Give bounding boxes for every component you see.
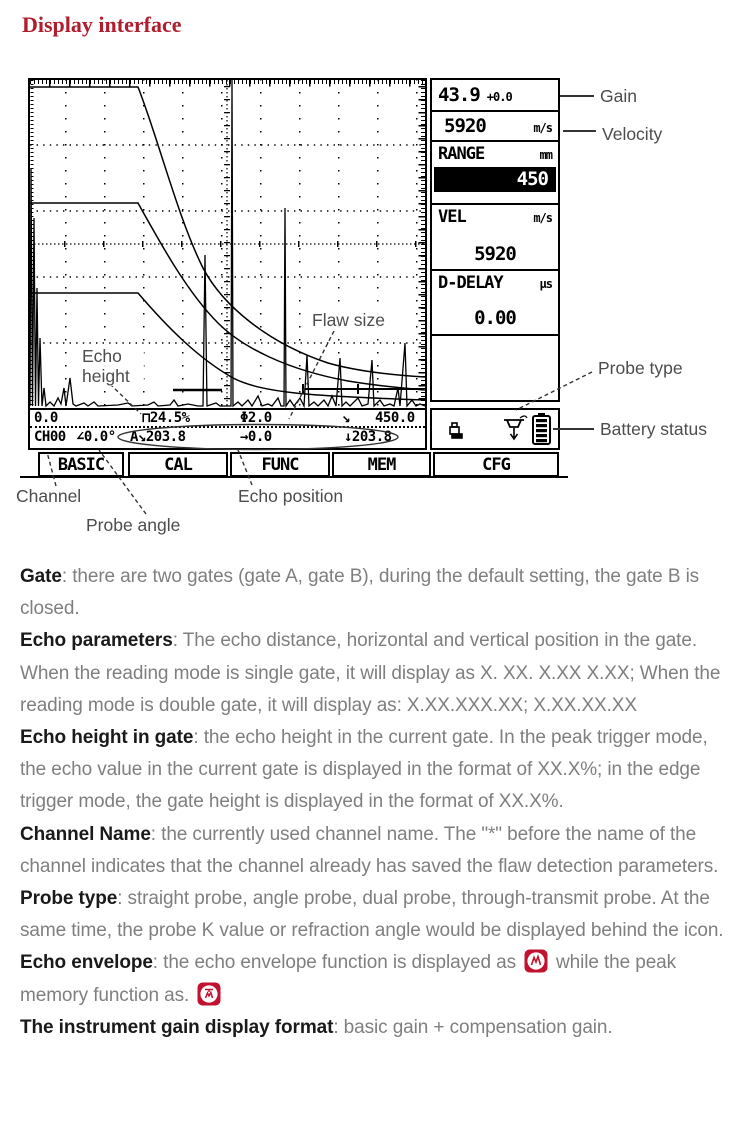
echo-distance-value: A↘203.8: [130, 429, 186, 445]
paragraph: The instrument gain display format: basic gain + compensation gain.: [20, 1016, 613, 1038]
range-unit: mm: [539, 148, 552, 162]
flaw-size-value: Φ2.0: [240, 410, 272, 426]
menu-tab-basic: BASIC: [38, 452, 124, 477]
echo-horizontal-value: →0.0: [240, 429, 272, 445]
body-text: [20, 561, 734, 1044]
menu-tab-func: FUNC: [230, 452, 330, 477]
callout-flaw-size: Flaw size: [312, 310, 385, 330]
straight-probe-icon: [504, 416, 527, 439]
status-strip: [28, 410, 427, 450]
velocity-value: 5920: [444, 115, 486, 137]
velocity-box: [430, 110, 560, 142]
d-delay-value: 0.00: [474, 307, 516, 329]
channel-name: CH00: [34, 429, 66, 445]
callout-velocity: Velocity: [602, 124, 663, 144]
depth-arrow-icon: ↘: [342, 410, 350, 426]
paragraph-lead: Probe type: [20, 888, 118, 910]
instrument-screen: [28, 78, 560, 478]
callout-probe-angle: Probe angle: [86, 515, 181, 535]
peak-memory-icon: [197, 982, 221, 1006]
vel-value: 5920: [474, 243, 516, 265]
callout-echo-position: Echo position: [238, 486, 344, 506]
paragraph: Probe type: straight probe, angle probe, dual probe, through-transmit probe. At the same time, the probe K value or refraction angle would be displayed behind the icon.: [20, 888, 724, 942]
range-value: 450: [434, 167, 556, 192]
velocity-unit: m/s: [533, 121, 552, 135]
paragraph-lead: Echo envelope: [20, 952, 153, 974]
range-box: [430, 140, 560, 205]
menu-tab-cal: CAL: [128, 452, 228, 477]
range-label: RANGE: [438, 144, 485, 164]
callout-gain: Gain: [600, 86, 637, 106]
gain-box: [430, 78, 560, 112]
page-title: Display interface: [22, 12, 182, 37]
echo-height-value: ⊓24.5%: [142, 410, 190, 426]
indicator-cell: [430, 408, 560, 450]
paragraph: Echo envelope: the echo envelope function is displayed as while the peak memory function as.: [20, 947, 734, 1011]
status-divider: [30, 426, 425, 428]
paragraph-lead: Echo parameters: [20, 630, 173, 652]
d-delay-box: [430, 269, 560, 336]
paragraph: Gate: there are two gates (gate A, gate B), during the default setting, the gate B is closed.: [20, 566, 700, 620]
gain-compensation: +0.0: [486, 90, 512, 104]
callout-probe-type: Probe type: [598, 358, 683, 378]
callout-channel: Channel: [16, 486, 82, 506]
paragraph-lead: Channel Name: [20, 823, 151, 845]
menu-underline: [20, 476, 568, 478]
d-delay-label: D-DELAY: [438, 273, 503, 293]
paragraph: Echo height in gate: the echo height in the current gate. In the peak trigger mode, the echo value in the current gate is displayed in the format of XX.X%; in the edge trigger mode, the gate height is displayed in the format of XX.X%.: [20, 727, 708, 813]
d-delay-unit: μs: [539, 277, 552, 291]
paragraph-lead: The instrument gain display format: [20, 1016, 334, 1038]
menu-tab-mem: MEM: [332, 452, 431, 477]
vel-box: [430, 203, 560, 271]
parameter-panel: [430, 78, 560, 402]
vel-label: VEL: [438, 207, 466, 227]
paragraph: Channel Name: the currently used channel name. The "*" before the name of the channel indicates that the channel already has saved the flaw detection parameters.: [20, 823, 719, 877]
echo-envelope-icon: [524, 949, 548, 973]
empty-box: [430, 334, 560, 402]
menu-bar: [28, 450, 560, 478]
vel-unit: m/s: [533, 211, 552, 225]
echo-vertical-value: ↓203.8: [344, 429, 392, 445]
battery-icon: [533, 413, 550, 444]
paragraph: Echo parameters: The echo distance, horizontal and vertical position in the gate. When the reading mode is single gate, it will display as X. XX. X.XX X.XX; When the reading mode is double gate, it will display as: X.XX.XXX.XX; X.XX.XX.XX: [20, 630, 721, 716]
depth-value: 450.0: [375, 410, 415, 426]
callout-battery-status: Battery status: [600, 419, 707, 439]
gate-b-height: 0.0: [34, 410, 58, 426]
paragraph-lead: Echo height in gate: [20, 727, 194, 749]
probe-angle-value: ∠0.0°: [76, 429, 116, 445]
gain-value: 43.9: [438, 84, 480, 106]
printer-icon: [450, 423, 462, 438]
menu-tab-cfg: CFG: [433, 452, 559, 477]
callout-echo-height: Echo height: [80, 346, 144, 386]
paragraph-lead: Gate: [20, 566, 62, 587]
